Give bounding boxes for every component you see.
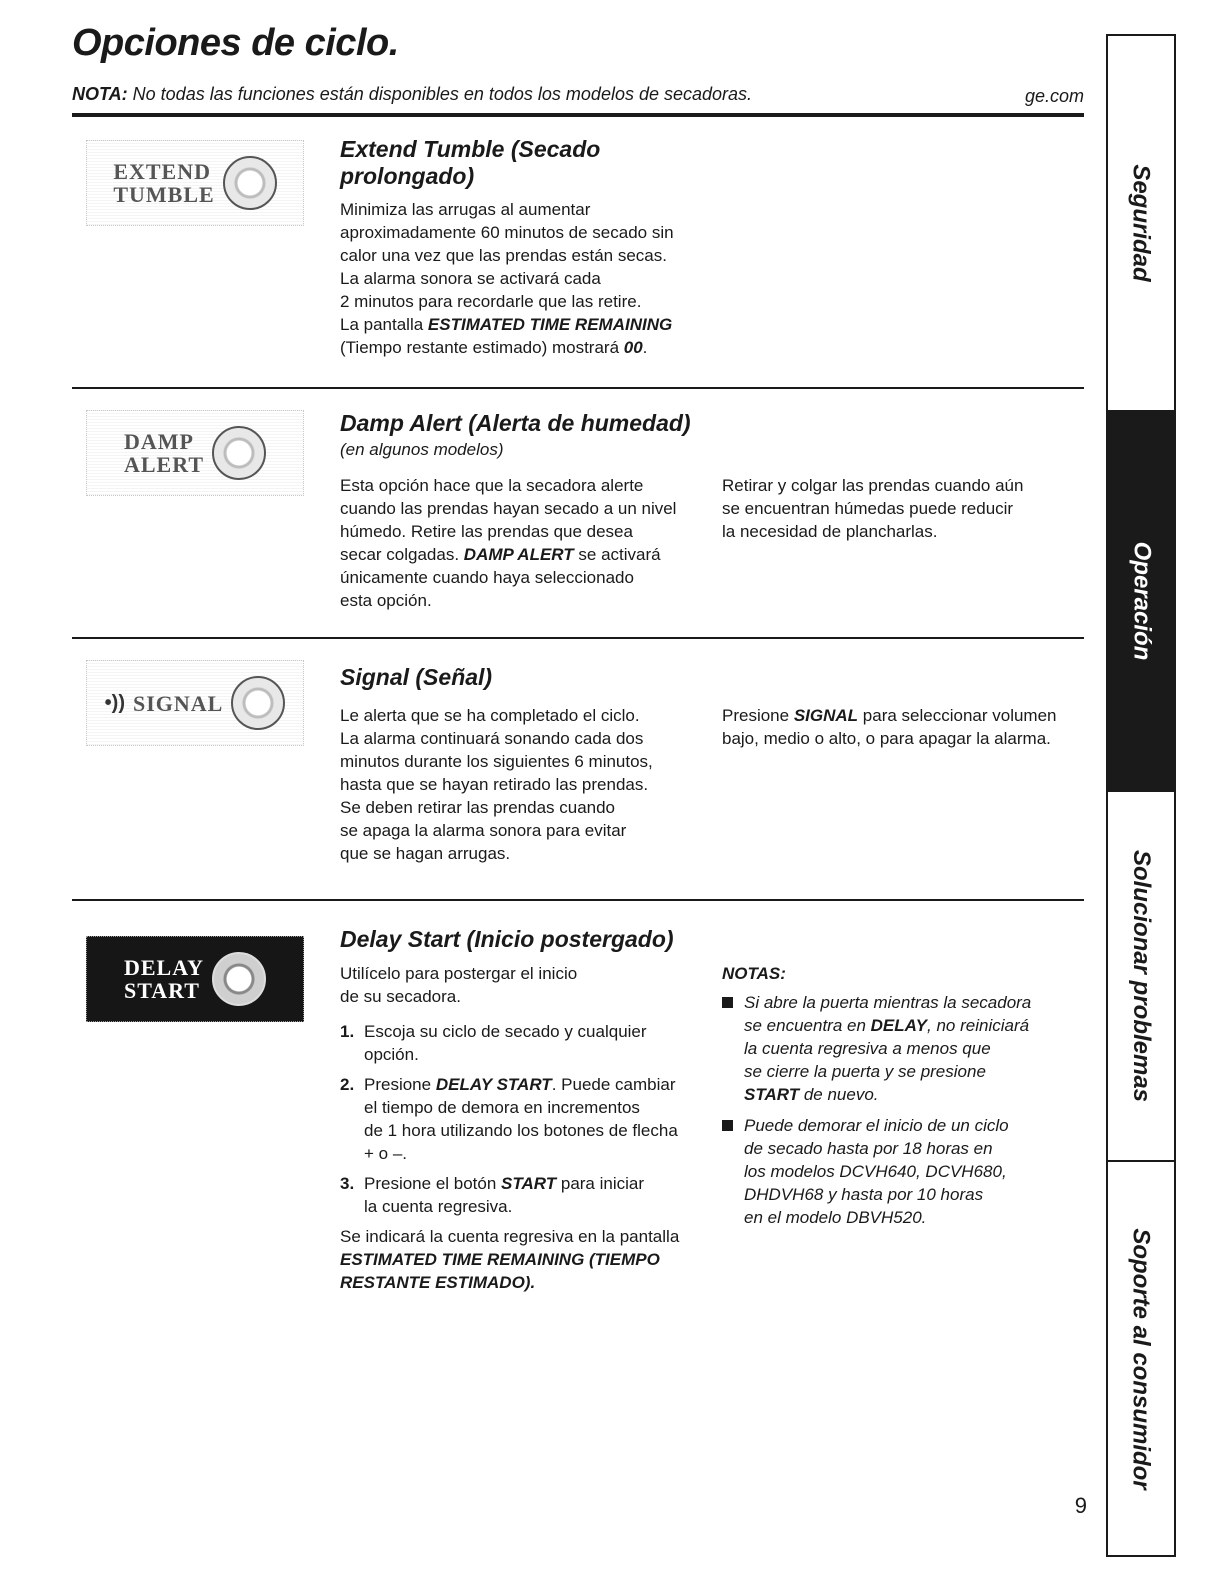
notes-label: NOTAS:: [722, 964, 786, 983]
website-link[interactable]: ge.com: [1024, 86, 1084, 106]
signal-icon-label: SIGNAL: [132, 690, 224, 716]
tab-seguridad[interactable]: Seguridad: [1128, 164, 1156, 282]
sound-waves-icon: •)): [104, 691, 125, 714]
step-item: 3. Presione el botón START para iniciar la cuenta regresiva.: [340, 1174, 645, 1216]
delay-start-steps: [340, 1020, 710, 1218]
delay-start-icon-label: DELAY START: [124, 955, 204, 1003]
section-divider: [72, 899, 1084, 901]
tab-operacion[interactable]: Operación: [1108, 410, 1174, 790]
section-divider: [72, 387, 1084, 389]
note-label: NOTA:: [72, 84, 128, 104]
signal-title: Signal (Señal): [340, 664, 493, 690]
section-divider: [72, 637, 1084, 639]
extend-tumble-description: Minimiza las arrugas al aumentar aproximadamente 60 minutos de secado sin calor una vez que las prendas están secas. La alarma sonora se activará cada 2 minutos para recordarle que las retire. La pantalla ESTIMATED TIME REMAINING (Tiempo restante estimado) mostrará 00.: [340, 200, 674, 357]
knob-icon: [212, 426, 266, 480]
damp-alert-button-illustration: [86, 410, 304, 496]
delay-start-title: Delay Start (Inicio postergado): [340, 926, 674, 952]
header-divider: [72, 113, 1084, 117]
extend-tumble-icon-label: EXTEND TUMBLE: [113, 159, 215, 207]
notes-list: [722, 991, 1084, 1229]
knob-icon: [231, 676, 285, 730]
tab-solucionar-problemas[interactable]: Solucionar problemas: [1108, 790, 1174, 1160]
signal-description: Le alerta que se ha completado el ciclo. La alarma continuará sonando cada dos minutos durante los siguientes 6 minutos, hasta que se hayan retirado las prendas. Se deben retirar las prendas cuando se apaga la alarma sonora para evitar que se hagan arrugas.: [340, 706, 653, 863]
step-item: 1. Escoja su ciclo de secado y cualquier opción.: [340, 1022, 647, 1064]
extend-tumble-title: Extend Tumble (Secado prolongado): [340, 136, 601, 189]
side-tab-nav: [1106, 34, 1176, 1557]
note-item: Puede demorar el inicio de un ciclo de secado hasta por 18 horas en los modelos DCVH640, DCVH680, DHDVH68 y hasta por 10 horas en el modelo DBVH520.: [722, 1114, 1084, 1229]
damp-alert-subtitle: (en algunos modelos): [340, 440, 504, 459]
knob-icon: [212, 952, 266, 1006]
knob-icon: [223, 156, 277, 210]
delay-start-description: Utilícelo para postergar el inicio de su secadora. 1. Escoja su ciclo de secado y cualquier opción. 2. Presione DELAY START. Puede cambiar el tiempo de demora en incrementos de 1 hora utilizando los botones de flecha + o –. 3. Presione el botón START para iniciar la cuenta regresiva. Se indicará la cuenta regresiva en la pantalla ESTIMATED TIME REMAINING (TIEMPO RESTANTE ESTIMADO).: [340, 962, 710, 1294]
note-item: Si abre la puerta mientras la secadora se encuentra en DELAY, no reiniciará la cuenta regresiva a menos que se cierre la puerta y se presione START de nuevo.: [722, 991, 1084, 1106]
damp-alert-title: Damp Alert (Alerta de humedad): [340, 410, 691, 436]
page-number: 9: [1074, 1493, 1087, 1518]
availability-note: [72, 84, 1084, 105]
page-title: Opciones de ciclo.: [72, 22, 399, 64]
damp-alert-description: Esta opción hace que la secadora alerte cuando las prendas hayan secado a un nivel húmedo. Retire las prendas que desea secar colgadas. DAMP ALERT se activará únicamente cuando haya seleccionado esta opción.: [340, 476, 677, 610]
signal-volume-info: Presione SIGNAL para seleccionar volumen bajo, medio o alto, o para apagar la alarma.: [722, 706, 1057, 748]
step-item: 2. Presione DELAY START. Puede cambiar el tiempo de demora en incrementos de 1 hora utilizando los botones de flecha + o –.: [340, 1075, 678, 1163]
note-text: No todas las funciones están disponibles en todos los modelos de secadoras.: [127, 84, 753, 104]
extend-tumble-button-illustration: [86, 140, 304, 226]
signal-button-illustration: [86, 660, 304, 746]
delay-start-button-illustration: [86, 936, 304, 1022]
tab-soporte-al-consumidor[interactable]: Soporte al consumidor: [1108, 1160, 1174, 1555]
damp-alert-icon-label: DAMP ALERT: [123, 429, 205, 477]
delay-start-notes: [722, 962, 1084, 1237]
damp-alert-tip: Retirar y colgar las prendas cuando aún se encuentran húmedas puede reducir la necesidad de plancharlas.: [722, 476, 1024, 541]
